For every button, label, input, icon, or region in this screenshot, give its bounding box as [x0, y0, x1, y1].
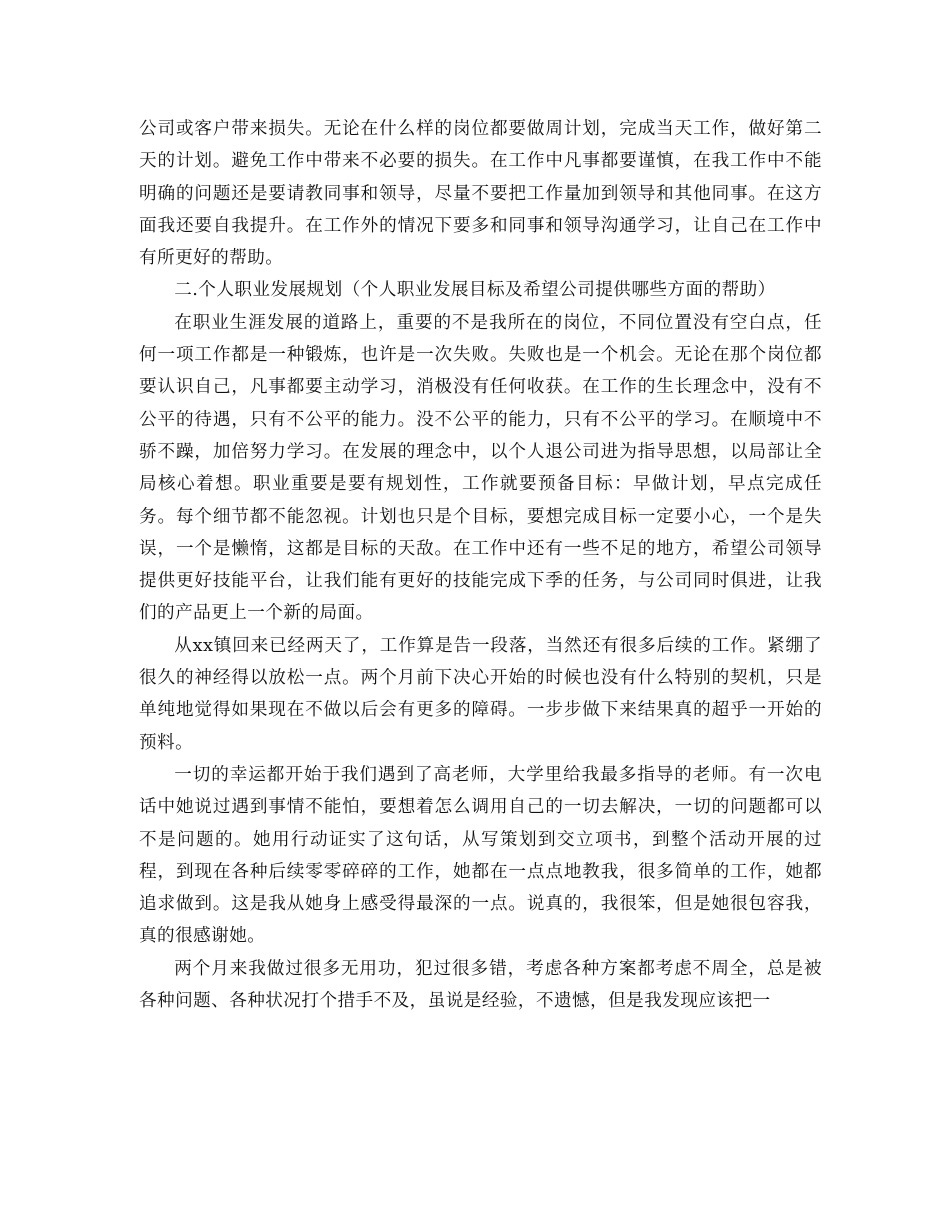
document-body: [139, 113, 822, 1017]
paragraph: 在职业生涯发展的道路上，重要的不是我所在的岗位，不同位置没有空白点，任何一项工作都是一种锻炼，也许是一次失败。失败也是一个机会。无论在那个岗位都要认识自己，凡事都要主动学习，消极没有任何收获。在工作的生长理念中，没有不公平的待遇，只有不公平的能力。没不公平的能力，只有不公平的学习。在顺境中不骄不躁，加倍努力学习。在发展的理念中，以个人退公司进为指导思想，以局部让全局核心着想。职业重要是要有规划性，工作就要预备目标：早做计划，早点完成任务。每个细节都不能忽视。计划也只是个目标，要想完成目标一定要小心，一个是失误，一个是懒惰，这都是目标的天敌。在工作中还有一些不足的地方，希望公司领导提供更好技能平台，让我们能有更好的技能完成下季的任务，与公司同时俱进，让我们的产品更上一个新的局面。: [139, 312, 822, 624]
section-heading: 二.个人职业发展规划（个人职业发展目标及希望公司提供哪些方面的帮助）: [174, 280, 776, 301]
paragraph: 公司或客户带来损失。无论在什么样的岗位都要做周计划，完成当天工作，做好第二天的计划。避免工作中带来不必要的损失。在工作中凡事都要谨慎，在我工作中不能明确的问题还是要请教同事和领导，尽量不要把工作量加到领导和其他同事。在这方面我还要自我提升。在工作外的情况下要多和同事和领导沟通学习，让自己在工作中有所更好的帮助。: [139, 119, 822, 269]
paragraph: 从xx镇回来已经两天了，工作算是告一段落，当然还有很多后续的工作。紧绷了很久的神经得以放松一点。两个月前下决心开始的时候也没有什么特别的契机，只是单纯地觉得如果现在不做以后会有更多的障碍。一步步做下来结果真的超乎一开始的预料。: [139, 635, 822, 753]
paragraph: 两个月来我做过很多无用功，犯过很多错，考虑各种方案都考虑不周全，总是被各种问题、各种状况打个措手不及，虽说是经验，不遗憾，但是我发现应该把一: [139, 958, 822, 1012]
paragraph: 一切的幸运都开始于我们遇到了高老师，大学里给我最多指导的老师。有一次电话中她说过遇到事情不能怕，要想着怎么调用自己的一切去解决，一切的问题都可以不是问题的。她用行动证实了这句话，从写策划到交立项书，到整个活动开展的过程，到现在各种后续零零碎碎的工作，她都在一点点地教我，很多简单的工作，她都追求做到。这是我从她身上感受得最深的一点。说真的，我很笨，但是她很包容我，真的很感谢她。: [139, 764, 822, 947]
